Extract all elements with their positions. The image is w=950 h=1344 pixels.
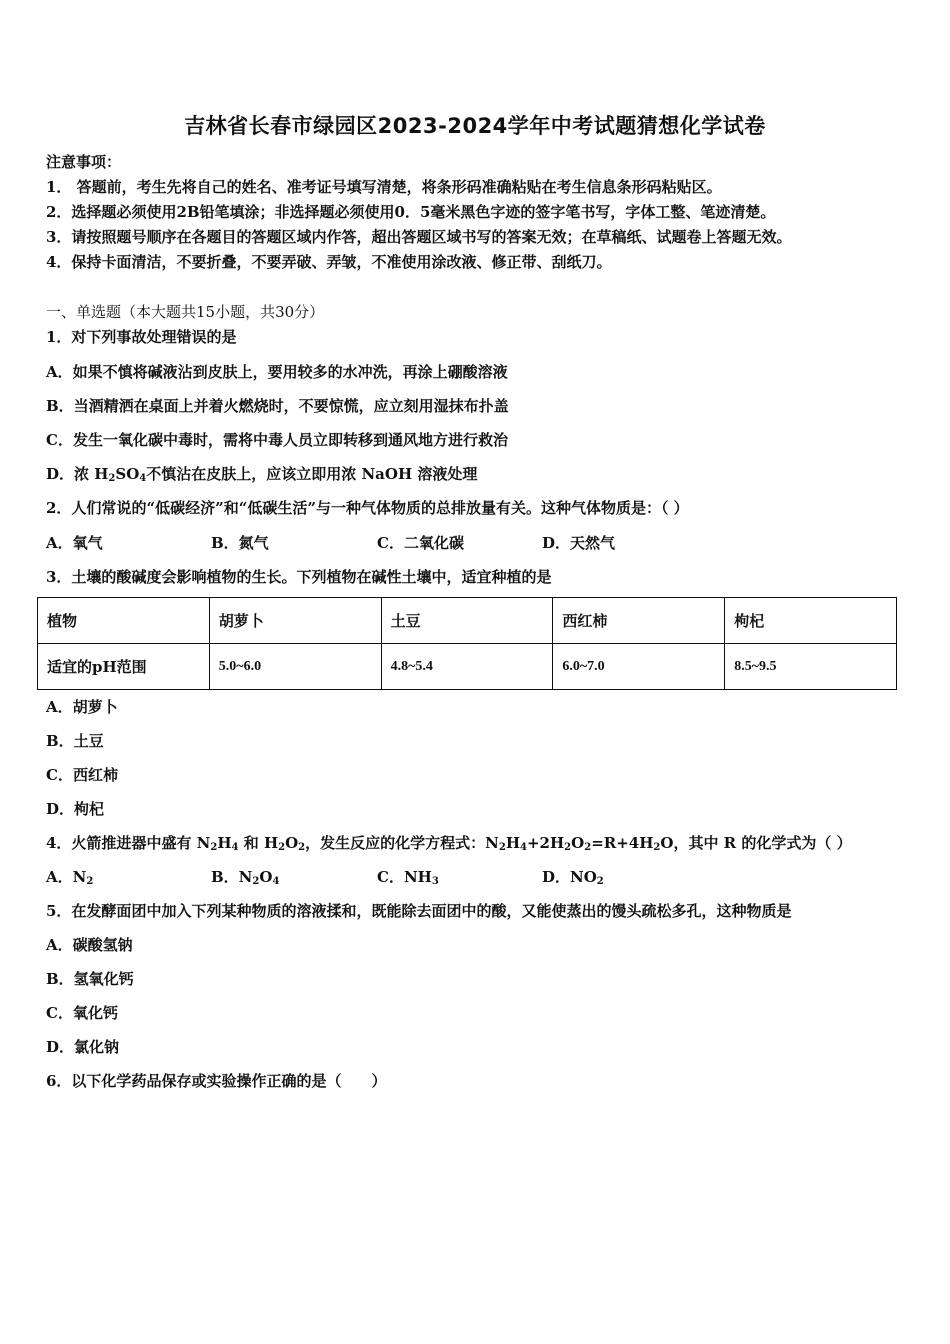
section-heading: 一、单选题（本大题共15小题，共30分） bbox=[46, 303, 325, 321]
question-5-option-d: D．氯化钠 bbox=[46, 1038, 120, 1056]
notice-item: 2．选择题必须使用2B铅笔填涂；非选择题必须使用0．5毫米黑色字迹的签字笔书写，字体工整、笔迹清楚。 bbox=[46, 203, 776, 221]
table-header-row bbox=[38, 598, 897, 644]
table-row bbox=[38, 644, 897, 690]
notice-item: 4．保持卡面清洁，不要折叠，不要弄破、弄皱，不准使用涂改液、修正带、刮纸刀。 bbox=[46, 253, 612, 271]
question-1-option-b: B．当酒精洒在桌面上并着火燃烧时，不要惊慌，应立刻用湿抹布扑盖 bbox=[46, 397, 509, 415]
notice-heading: 注意事项： bbox=[46, 153, 122, 171]
question-1-option-d: D．浓 $H_2SO_4$不慎沾在皮肤上，应该立即用浓 NaOH 溶液处理 bbox=[46, 465, 478, 484]
question-5-option-b: B．氢氧化钙 bbox=[46, 970, 134, 988]
table-cell: 土豆 bbox=[381, 598, 553, 644]
question-4-stem: 4．火箭推进器中盛有 $N_2H_4$ 和 $H_2O_2$，发生反应的化学方程式：$N_2H_4+2H_2O_2=R+4H_2O$，其中 R 的化学式为（ ） bbox=[46, 834, 852, 853]
table-cell: 6.0~7.0 bbox=[553, 644, 725, 690]
question-3-option-c: C．西红柿 bbox=[46, 766, 118, 784]
table-cell: 5.0~6.0 bbox=[209, 644, 381, 690]
question-3-option-a: A．胡萝卜 bbox=[46, 698, 118, 716]
question-3-stem: 3．土壤的酸碱度会影响植物的生长。下列植物在碱性土壤中，适宜种植的是 bbox=[46, 568, 552, 586]
page-title: 吉林省长春市绿园区2023-2024学年中考试题猜想化学试卷 bbox=[184, 114, 766, 138]
question-2-option-c: C．二氧化碳 bbox=[377, 534, 464, 552]
question-2-option-d: D．天然气 bbox=[542, 534, 616, 552]
notice-item: 1． 答题前，考生先将自己的姓名、准考证号填写清楚，将条形码准确粘贴在考生信息条形码粘贴区。 bbox=[46, 178, 722, 196]
question-3-option-b: B．土豆 bbox=[46, 732, 104, 750]
question-6-stem: 6．以下化学药品保存或实验操作正确的是（ ） bbox=[46, 1072, 387, 1090]
question-5-option-c: C．氧化钙 bbox=[46, 1004, 118, 1022]
table-cell: 4.8~5.4 bbox=[381, 644, 553, 690]
question-2-stem: 2．人们常说的“低碳经济”和“低碳生活”与一种气体物质的总排放量有关。这种气体物质是：（ ） bbox=[46, 499, 689, 517]
question-4-option-c: C．$NH_3$ bbox=[377, 868, 439, 887]
question-4-option-d: D．$NO_2$ bbox=[542, 868, 604, 887]
question-1-option-c: C．发生一氧化碳中毒时，需将中毒人员立即转移到通风地方进行救治 bbox=[46, 431, 508, 449]
table-cell: 适宜的pH范围 bbox=[38, 644, 210, 690]
ph-table bbox=[37, 597, 897, 690]
question-1-stem: 1．对下列事故处理错误的是 bbox=[46, 328, 237, 346]
question-5-option-a: A．碳酸氢钠 bbox=[46, 936, 133, 954]
table-cell: 8.5~9.5 bbox=[725, 644, 897, 690]
question-2-option-b: B．氮气 bbox=[211, 534, 269, 552]
table-cell: 植物 bbox=[38, 598, 210, 644]
question-2-option-a: A．氧气 bbox=[46, 534, 103, 552]
table-cell: 西红柿 bbox=[553, 598, 725, 644]
question-4-option-a: A．$N_2$ bbox=[46, 868, 94, 887]
table-cell: 枸杞 bbox=[725, 598, 897, 644]
question-4-option-b: B．$N_2O_4$ bbox=[211, 868, 280, 887]
question-5-stem: 5．在发酵面团中加入下列某种物质的溶液揉和，既能除去面团中的酸，又能使蒸出的馒头疏松多孔，这种物质是 bbox=[46, 902, 792, 920]
table-cell: 胡萝卜 bbox=[209, 598, 381, 644]
notice-item: 3．请按照题号顺序在各题目的答题区域内作答，超出答题区域书写的答案无效；在草稿纸、试题卷上答题无效。 bbox=[46, 228, 792, 246]
question-1-option-a: A．如果不慎将碱液沾到皮肤上，要用较多的水冲洗，再涂上硼酸溶液 bbox=[46, 363, 508, 381]
question-3-option-d: D．枸杞 bbox=[46, 800, 105, 818]
